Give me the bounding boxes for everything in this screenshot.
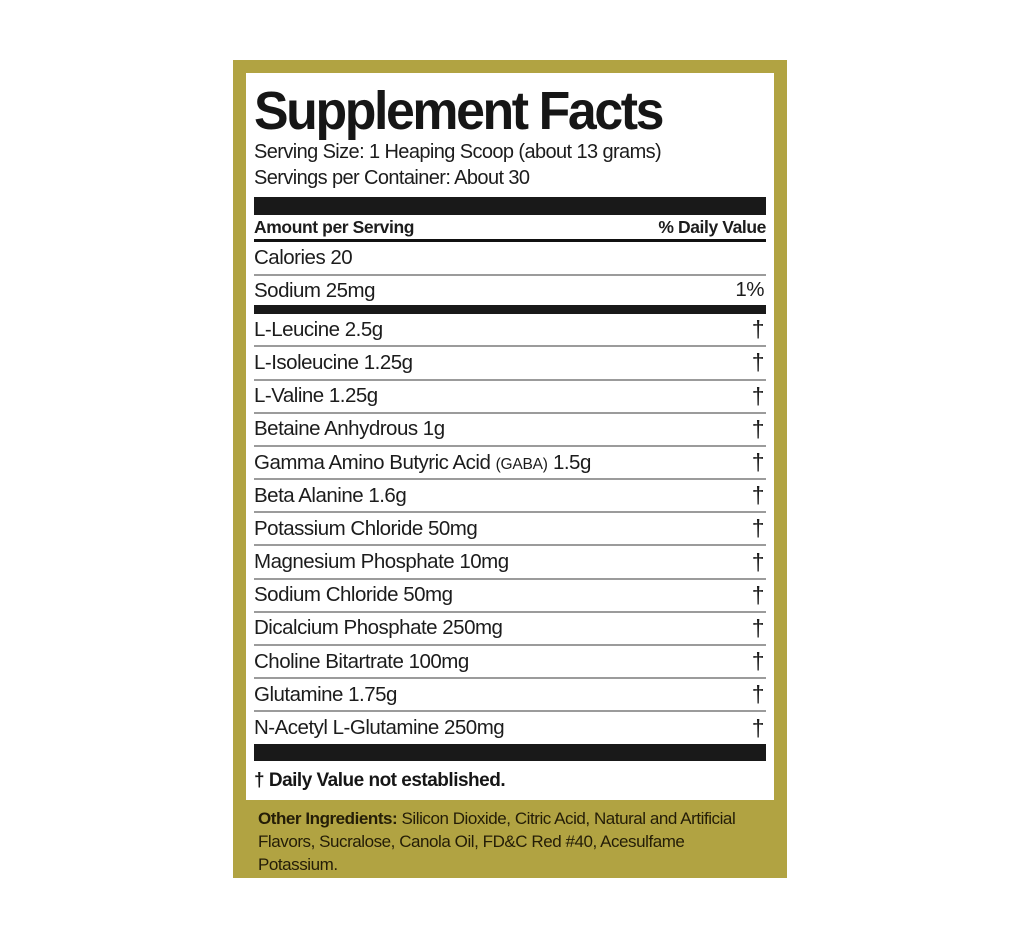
- ingredient-row: [254, 580, 766, 613]
- row-name: Glutamine 1.75g: [254, 682, 397, 706]
- servings-per-container: Servings per Container: About 30: [254, 167, 530, 190]
- dagger-symbol: †: [751, 382, 764, 409]
- ingredient-row: [254, 679, 766, 712]
- dagger-symbol: †: [751, 349, 764, 376]
- ingredient-row: [254, 712, 766, 744]
- ingredient-row: [254, 414, 766, 447]
- ingredient-row: [254, 646, 766, 679]
- row-name: L-Leucine 2.5g: [254, 317, 383, 341]
- row-name: Dicalcium Phosphate 250mg: [254, 616, 503, 640]
- row-name: Betaine Anhydrous 1g: [254, 417, 445, 441]
- supplement-facts-title: Supplement Facts: [254, 81, 663, 141]
- row-name: Sodium 25mg: [254, 278, 375, 302]
- column-header-daily-value: % Daily Value: [658, 216, 766, 237]
- dagger-symbol: †: [751, 316, 764, 343]
- dagger-symbol: †: [751, 614, 764, 641]
- serving-size: Serving Size: 1 Heaping Scoop (about 13 grams): [254, 141, 662, 164]
- ingredient-row: [254, 447, 766, 480]
- ingredient-row: [254, 613, 766, 646]
- divider-bar-top: [254, 197, 766, 215]
- supplement-facts-panel: [246, 73, 774, 800]
- other-ingredients-text: Silicon Dioxide, Citric Acid, Natural and Artificial Flavors, Sucralose, Canola Oil, FD&C Red #40, Acesulfame Potassium.: [258, 809, 736, 874]
- dagger-symbol: †: [751, 681, 764, 708]
- divider-bar-middle: [254, 305, 766, 314]
- nutrient-row: [254, 242, 766, 276]
- row-name: N-Acetyl L-Glutamine 250mg: [254, 716, 505, 740]
- nutrient-row: [254, 276, 766, 305]
- other-ingredients-section: [246, 800, 774, 878]
- ingredient-row: [254, 546, 766, 579]
- row-name: Gamma Amino Butyric Acid (GABA) 1.5g: [254, 450, 591, 474]
- column-header-row: [254, 215, 766, 242]
- column-header-amount: Amount per Serving: [254, 216, 415, 237]
- ingredient-row: [254, 314, 766, 347]
- daily-value-footnote: † Daily Value not established.: [254, 769, 506, 791]
- supplement-label: [233, 60, 787, 878]
- row-name: Choline Bitartrate 100mg: [254, 649, 469, 673]
- dagger-symbol: †: [751, 648, 764, 675]
- ingredient-row: [254, 513, 766, 546]
- ingredient-row: [254, 480, 766, 513]
- main-nutrient-rows: [254, 242, 766, 305]
- row-name: Beta Alanine 1.6g: [254, 483, 407, 507]
- dagger-symbol: †: [751, 581, 764, 608]
- daily-value: 1%: [735, 278, 764, 302]
- divider-bar-bottom: [254, 744, 766, 761]
- dagger-symbol: †: [751, 482, 764, 509]
- row-name: Calories 20: [254, 246, 353, 270]
- dagger-symbol: †: [751, 415, 764, 442]
- dagger-symbol: †: [751, 515, 764, 542]
- dagger-symbol: †: [751, 548, 764, 575]
- ingredient-row: [254, 381, 766, 414]
- dagger-symbol: †: [751, 714, 764, 741]
- row-name: L-Valine 1.25g: [254, 384, 378, 408]
- ingredient-rows: [254, 314, 766, 744]
- row-name: L-Isoleucine 1.25g: [254, 350, 413, 374]
- other-ingredients-label: Other Ingredients:: [258, 809, 398, 828]
- ingredient-row: [254, 347, 766, 380]
- row-name: Potassium Chloride 50mg: [254, 516, 478, 540]
- dagger-symbol: †: [751, 449, 764, 475]
- row-name: Magnesium Phosphate 10mg: [254, 550, 509, 574]
- row-name: Sodium Chloride 50mg: [254, 583, 453, 607]
